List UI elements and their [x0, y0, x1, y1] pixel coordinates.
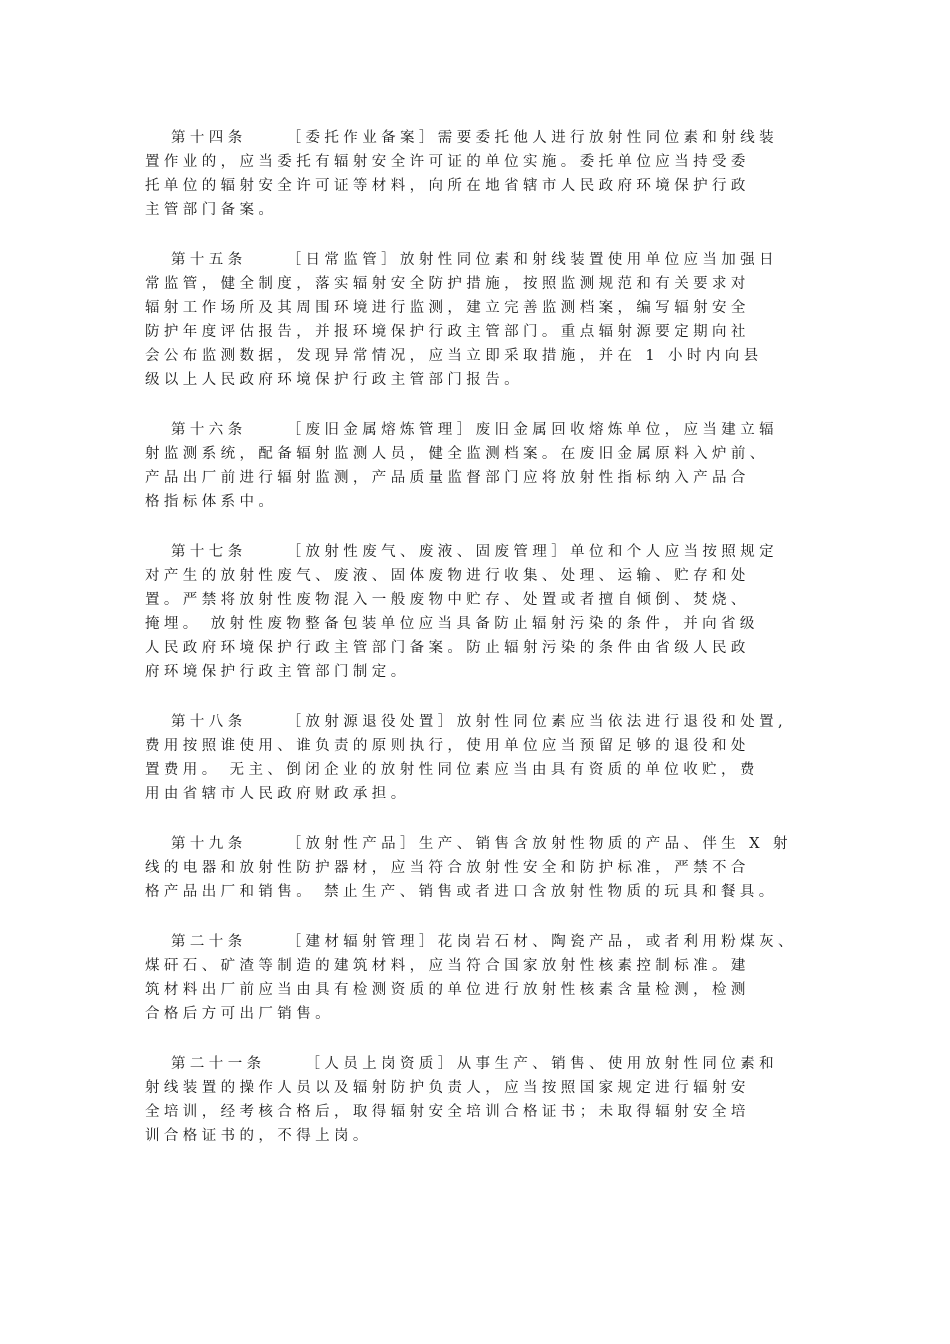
article-first-line: [145, 540, 815, 564]
article-text-line: [145, 344, 815, 368]
article-text-line: [145, 174, 815, 198]
article-text-line: [145, 1100, 815, 1124]
article-number: 第二十一条: [171, 1056, 266, 1072]
article-line-text: ［放射性废气、废液、固废管理］单位和个人应当按照规定: [286, 544, 779, 560]
article-line-text: ［人员上岗资质］从事生产、销售、使用放射性同位素和: [305, 1056, 778, 1072]
article-line-text: 常监管，健全制度，落实辐射安全防护措施，按照监测规范和有关要求对: [145, 276, 750, 292]
article-text-line: [145, 272, 815, 296]
article-text-line: [145, 466, 815, 490]
article-text-line: [145, 612, 815, 636]
article-text-line: [145, 734, 815, 758]
article-text-line: [145, 490, 815, 514]
article-text-line: [145, 368, 815, 392]
article-text-line: [145, 442, 815, 466]
article-line-text: 煤矸石、矿渣等制造的建筑材料，应当符合国家放射性核素控制标准。建: [145, 958, 750, 974]
article-line-text: 掩埋。 放射性废物整备包装单位应当具备防止辐射污染的条件，并向省级: [145, 616, 759, 632]
article-section: [145, 930, 815, 1026]
article-line-text: 费用按照谁使用、谁负责的原则执行，使用单位应当预留足够的退役和处: [145, 738, 750, 754]
article-line-text: 合格后方可出厂销售。: [145, 1006, 334, 1022]
article-text-line: [145, 856, 815, 880]
article-line-text: 人民政府环境保护行政主管部门备案。防止辐射污染的条件由省级人民政: [145, 640, 750, 656]
article-first-line: [145, 126, 815, 150]
article-line-text: ［建材辐射管理］花岗岩石材、陶瓷产品，或者利用粉煤灰、: [286, 934, 797, 950]
article-line-text: 辐射工作场所及其周围环境进行监测，建立完善监测档案，编写辐射安全: [145, 300, 750, 316]
article-section: [145, 1052, 815, 1148]
article-number: 第十六条: [171, 422, 247, 438]
article-number: 第十五条: [171, 252, 247, 268]
article-text-line: [145, 564, 815, 588]
article-section: [145, 540, 815, 684]
article-line-text: 用由省辖市人民政府财政承担。: [145, 786, 410, 802]
article-text-line: [145, 296, 815, 320]
article-line-text: 府环境保护行政主管部门制定。: [145, 664, 410, 680]
article-line-text: 全培训，经考核合格后，取得辐射安全培训合格证书；未取得辐射安全培: [145, 1104, 750, 1120]
article-line-text: 对产生的放射性废气、废液、固体废物进行收集、处理、运输、贮存和处: [145, 568, 750, 584]
article-line-text: 射监测系统，配备辐射监测人员，健全监测档案。在废旧金属原料入炉前、: [145, 446, 769, 462]
article-line-text: 置作业的，应当委托有辐射安全许可证的单位实施。委托单位应当持受委: [145, 154, 750, 170]
article-line-text: 置费用。 无主、倒闭企业的放射性同位素应当由具有资质的单位收贮，费: [145, 762, 759, 778]
article-section: [145, 126, 815, 222]
article-line-text: ［废旧金属熔炼管理］废旧金属回收熔炼单位，应当建立辐: [286, 422, 779, 438]
article-number: 第十九条: [171, 836, 247, 852]
article-number: 第十七条: [171, 544, 247, 560]
article-text-line: [145, 636, 815, 660]
article-line-text: 级以上人民政府环境保护行政主管部门报告。: [145, 372, 523, 388]
article-first-line: [145, 248, 815, 272]
article-first-line: [145, 1052, 815, 1076]
article-line-text: 置。严禁将放射性废物混入一般废物中贮存、处置或者擅自倾倒、焚烧、: [145, 592, 750, 608]
article-text-line: [145, 1124, 815, 1148]
article-text-line: [145, 758, 815, 782]
article-text-line: [145, 880, 815, 904]
article-line-text: ［委托作业备案］需要委托他人进行放射性同位素和射线装: [286, 130, 779, 146]
article-line-text: 托单位的辐射安全许可证等材料，向所在地省辖市人民政府环境保护行政: [145, 178, 750, 194]
article-line-text: 格产品出厂和销售。 禁止生产、销售或者进口含放射性物质的玩具和餐具。: [145, 884, 778, 900]
document-page: [145, 126, 815, 1174]
article-text-line: [145, 660, 815, 684]
article-section: [145, 418, 815, 514]
article-line-text: 射线装置的操作人员以及辐射防护负责人，应当按照国家规定进行辐射安: [145, 1080, 750, 1096]
article-section: [145, 248, 815, 392]
article-text-line: [145, 954, 815, 978]
article-line-text: ［放射源退役处置］放射性同位素应当依法进行退役和处置,: [286, 714, 788, 730]
article-line-text: 格指标体系中。: [145, 494, 278, 510]
article-section: [145, 832, 815, 904]
article-line-text: 防护年度评估报告，并报环境保护行政主管部门。重点辐射源要定期向社: [145, 324, 750, 340]
article-text-line: [145, 320, 815, 344]
article-line-text: 主管部门备案。: [145, 202, 278, 218]
article-text-line: [145, 1002, 815, 1026]
article-line-text: 产品出厂前进行辐射监测，产品质量监督部门应将放射性指标纳入产品合: [145, 470, 750, 486]
article-first-line: [145, 832, 815, 856]
article-text-line: [145, 588, 815, 612]
article-number: 第十四条: [171, 130, 247, 146]
article-line-text: ［放射性产品］生产、销售含放射性物质的产品、伴生 X 射: [286, 836, 792, 852]
article-line-text: 会公布监测数据，发现异常情况，应当立即采取措施，并在 1 小时内向县: [145, 348, 763, 364]
article-first-line: [145, 930, 815, 954]
article-text-line: [145, 1076, 815, 1100]
article-text-line: [145, 978, 815, 1002]
article-first-line: [145, 710, 815, 734]
article-text-line: [145, 782, 815, 806]
article-section: [145, 710, 815, 806]
article-text-line: [145, 150, 815, 174]
article-line-text: 筑材料出厂前应当由具有检测资质的单位进行放射性核素含量检测，检测: [145, 982, 750, 998]
article-line-text: ［日常监管］放射性同位素和射线装置使用单位应当加强日: [286, 252, 779, 268]
article-number: 第十八条: [171, 714, 247, 730]
article-line-text: 训合格证书的，不得上岗。: [145, 1128, 372, 1144]
article-text-line: [145, 198, 815, 222]
article-first-line: [145, 418, 815, 442]
article-number: 第二十条: [171, 934, 247, 950]
article-line-text: 线的电器和放射性防护器材，应当符合放射性安全和防护标准，严禁不合: [145, 860, 750, 876]
